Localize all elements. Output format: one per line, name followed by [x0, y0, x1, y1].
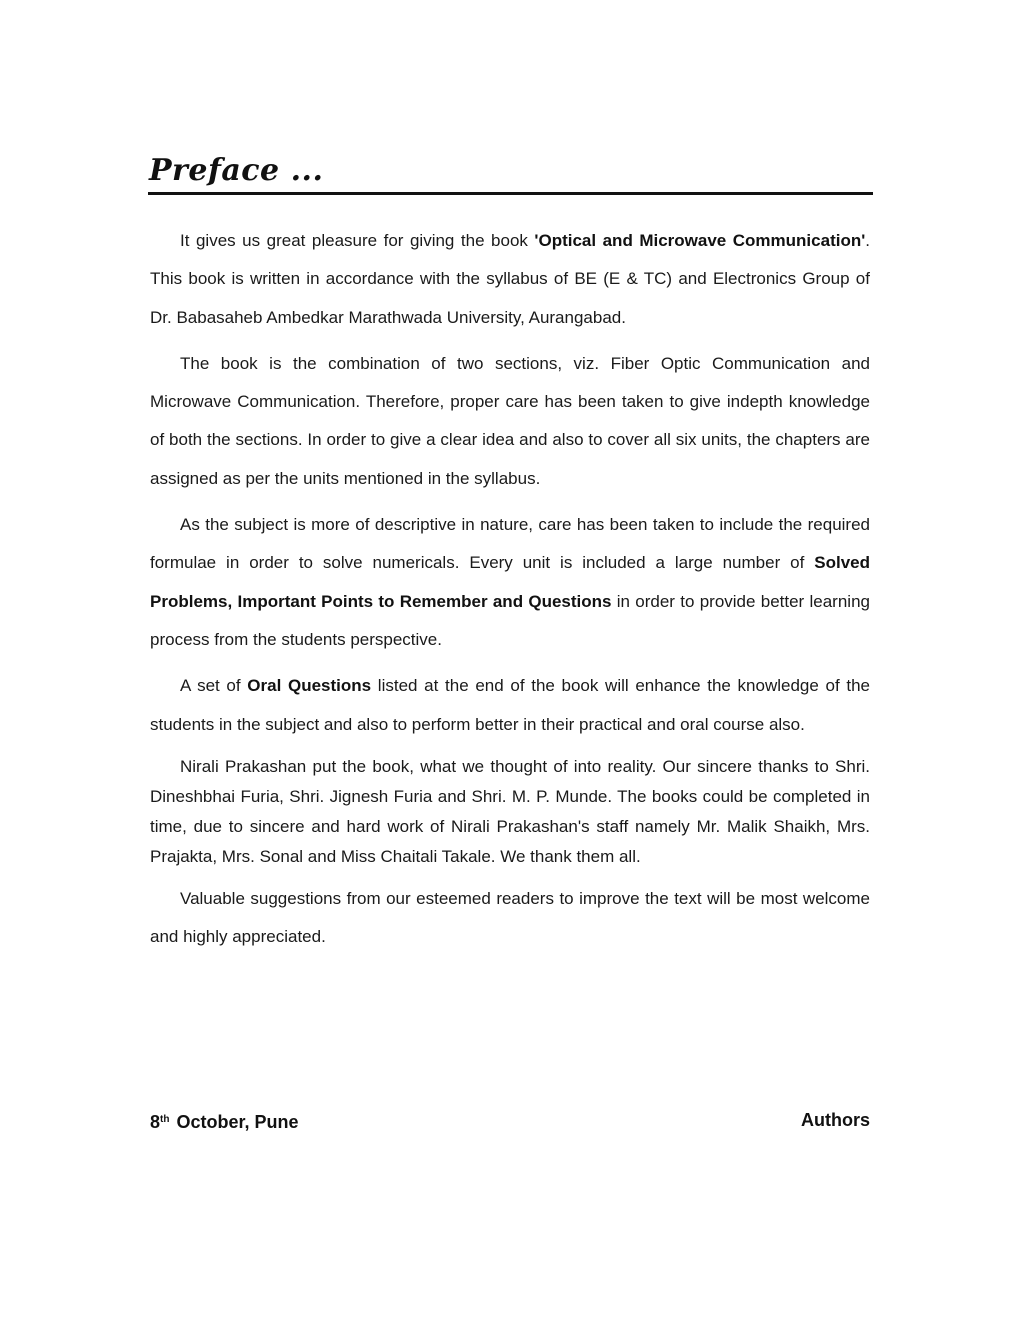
paragraph-text: It gives us great pleasure for giving the book [180, 231, 535, 250]
date-suffix: th [160, 1114, 170, 1125]
title-divider [148, 192, 873, 195]
oral-questions-bold: Oral Questions [247, 676, 372, 696]
date-place [150, 1108, 299, 1134]
paragraph-text: Valuable suggestions from our esteemed readers to improve the text will be most welcome and highly appreciated. [150, 888, 870, 947]
features-bold: Solved Problems, Important Points to Remember and Questions [150, 553, 870, 611]
paragraph-text: As the subject is more of descriptive in nature, care has been taken to include the required formulae in order to solve numericals. Every unit is included a large number of [150, 515, 870, 573]
paragraph-text: in order to provide better learning process from the students perspective. [150, 591, 870, 649]
date-day: 8 [150, 1112, 161, 1132]
paragraph-suggestions [150, 880, 870, 957]
authors-signature: Authors [801, 1110, 870, 1130]
paragraph-thanks [150, 752, 870, 872]
paragraph-text: Nirali Prakashan put the book, what we thought of into reality. Our sincere thanks to Shri. Dineshbhai Furia, Shri. Jignesh Furia and Shri. M. P. Munde. The books could be completed in time, due to sincere and hard work of Nirali Prakashan's staff namely Mr. Malik Shaikh, Mrs. Prajakta, Mrs. Sonal and Miss Chaitali Takale. We thank them all. [150, 756, 870, 866]
paragraph-text: A set of [180, 676, 248, 696]
page-title: Preface ... [149, 153, 324, 188]
paragraph-sections [150, 345, 870, 498]
paragraph-text: . This book is written in accordance with the syllabus of BE (E & TC) and Electronics Group of Dr. Babasaheb Ambedkar Marathwada University, Aurangabad. [150, 231, 870, 327]
paragraph-text: listed at the end of the book will enhance the knowledge of the students in the subject and also to perform better in their practical and oral course also. [150, 676, 870, 734]
date-rest: October, Pune [171, 1112, 299, 1132]
book-title-bold: 'Optical and Microwave Communication' [534, 231, 866, 250]
paragraph-text: The book is the combination of two sections, viz. Fiber Optic Communication and Microwave Communication. Therefore, proper care has been taken to give indepth knowledge of both the sections. In order to give a clear idea and also to cover all six units, the chapters are assigned as per the units mentioned in the syllabus. [150, 353, 870, 488]
paragraph-subject [150, 506, 870, 659]
paragraph-oral-questions [150, 667, 870, 744]
paragraph-intro [150, 222, 870, 337]
preface-body [150, 222, 870, 964]
